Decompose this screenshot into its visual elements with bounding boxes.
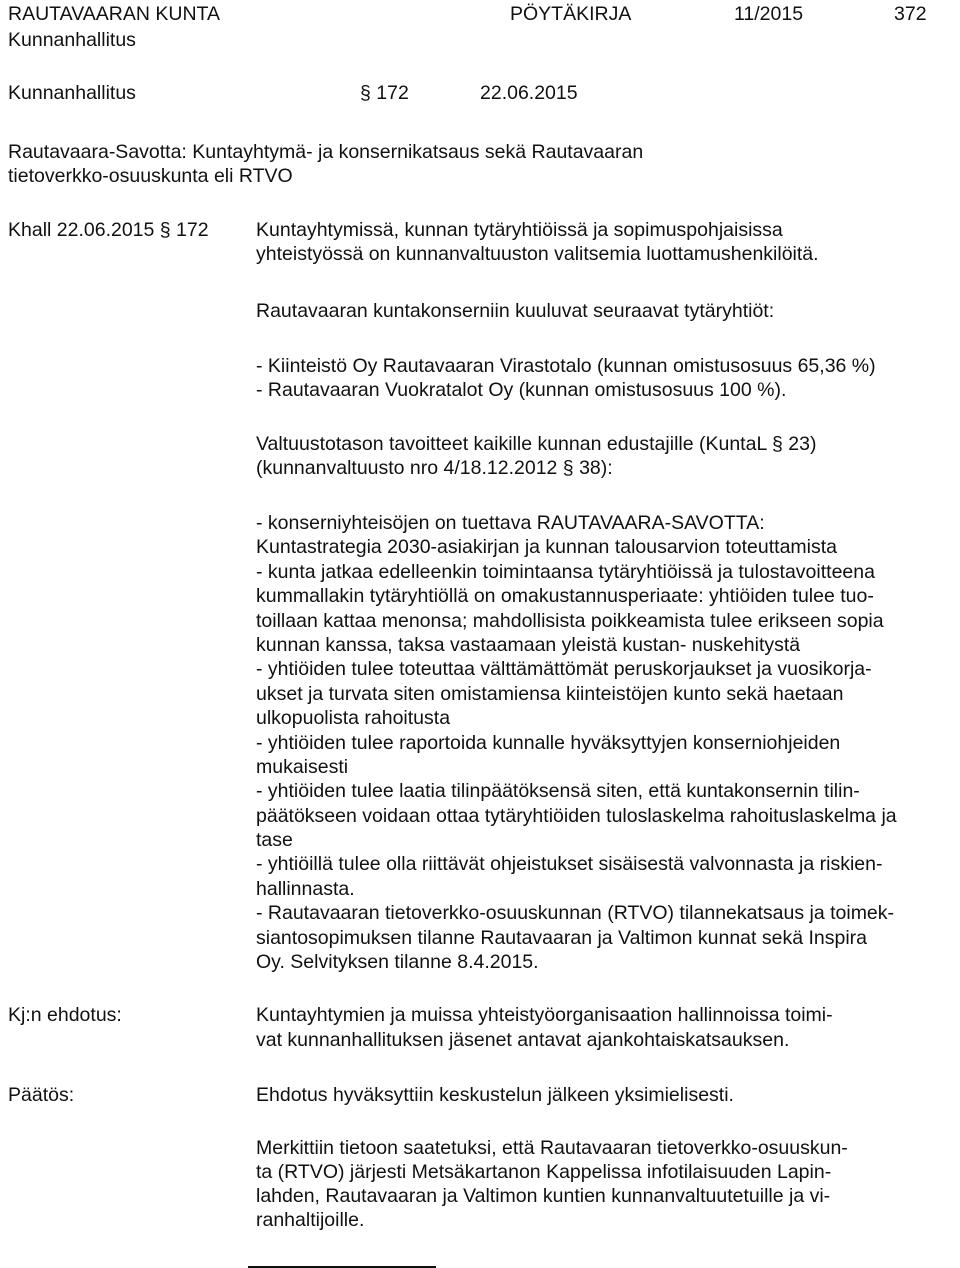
goals-body-line: - kunta jatkaa edelleenkin toimintaansa tytäryhtiöissä ja tulostavoitteena (256, 560, 875, 583)
proposal-line: Kuntayhtymien ja muissa yhteistyöorganisaation hallinnoissa toimi- (256, 1004, 833, 1026)
prior-label: Khall 22.06.2015 § 172 (8, 219, 209, 241)
subsidiary-item: - Kiinteistö Oy Rautavaaran Virastotalo (kunnan omistusosuus 65,36 %) (256, 355, 876, 377)
header-org: RAUTAVAARAN KUNTA (8, 3, 220, 25)
goals-body (256, 511, 960, 974)
decision-note-line: lahden, Rautavaaran ja Valtimon kuntien kunnanvaltuutetuille ja vi- (256, 1185, 831, 1207)
goals-heading-line: (kunnanvaltuusto nro 4/18.12.2012 § 38): (256, 457, 613, 479)
proposal-label: Kj:n ehdotus: (8, 1004, 122, 1026)
signature-rule (248, 1266, 436, 1268)
goals-body-line: - yhtiöiden tulee toteuttaa välttämättömät peruskorjaukset ja vuosikorja- (256, 658, 872, 681)
goals-body-line: hallinnasta. (256, 877, 355, 900)
decision-note (256, 1136, 960, 1232)
title-line: Rautavaara-Savotta: Kuntayhtymä- ja konsernikatsaus sekä Rautavaaran (8, 141, 644, 163)
goals-body-line: - yhtiöiden tulee raportoida kunnalle hyväksyttyjen konserniohjeiden (256, 731, 841, 754)
decision-note-line: ranhaltijoille. (256, 1209, 365, 1231)
subsidiary-item: - Rautavaaran Vuokratalot Oy (kunnan omistusosuus 100 %). (256, 379, 787, 401)
goals-body-line: kunnan kanssa, taksa vastaamaan yleistä kustan- nuskehitystä (256, 633, 801, 656)
header-body: Kunnanhallitus (8, 29, 136, 51)
section-body: Kunnanhallitus (8, 82, 136, 104)
goals-heading-line: Valtuustotason tavoitteet kaikille kunnan edustajille (KuntaL § 23) (256, 433, 817, 455)
prior-line: yhteistyössä on kunnanvaltuuston valitsemia luottamushenkilöitä. (256, 243, 819, 265)
decision-note-line: ta (RTVO) järjesti Metsäkartanon Kappelissa infotilaisuuden Lapin- (256, 1161, 832, 1183)
goals-body-line: ukset ja turvata siten omistamiensa kiinteistöjen kunto sekä haetaan (256, 682, 844, 705)
header-doc-type: PÖYTÄKIRJA (510, 3, 632, 25)
header-doc-number: 11/2015 (734, 3, 804, 25)
subsidiaries-intro: Rautavaaran kuntakonserniin kuuluvat seuraavat tytäryhtiöt: (256, 300, 775, 322)
goals-body-line: Kuntastrategia 2030-asiakirjan ja kunnan talousarvion toteuttamista (256, 536, 838, 559)
goals-body-line: - yhtiöillä tulee olla riittävät ohjeistukset sisäisestä valvonnasta ja riskien- (256, 853, 883, 876)
section-paragraph: § 172 (360, 82, 409, 104)
goals-body-line: kummallakin tytäryhtiöllä on omakustannusperiaate: yhtiöiden tulee tuo- (256, 585, 874, 608)
goals-body-line: tase (256, 829, 293, 852)
goals-body-line: Oy. Selvityksen tilanne 8.4.2015. (256, 951, 539, 974)
decision-note-line: Merkittiin tietoon saatetuksi, että Rautavaaran tietoverkko-osuuskun- (256, 1137, 848, 1159)
goals-body-line: toillaan kattaa menonsa; mahdollisista poikkeamista tulee erikseen sopia (256, 609, 884, 632)
prior-line: Kuntayhtymissä, kunnan tytäryhtiöissä ja sopimuspohjaisissa (256, 219, 783, 241)
goals-body-line: päätökseen voidaan ottaa tytäryhtiöiden tuloslaskelma rahoituslaskelma ja (256, 804, 897, 827)
goals-body-line: - yhtiöiden tulee laatia tilinpäätöksensä siten, että kuntakonsernin tilin- (256, 780, 860, 803)
goals-body-line: siantosopimuksen tilanne Rautavaaran ja Valtimon kunnat sekä Inspira (256, 926, 867, 949)
goals-body-line: mukaisesti (256, 755, 349, 778)
goals-body-line: - konserniyhteisöjen on tuettava RAUTAVAARA-SAVOTTA: (256, 512, 765, 534)
goals-body-line: - Rautavaaran tietoverkko-osuuskunnan (RTVO) tilannekatsaus ja toimek- (256, 902, 895, 925)
header-page-number: 372 (894, 3, 927, 25)
title-line: tietoverkko-osuuskunta eli RTVO (8, 165, 293, 187)
section-date: 22.06.2015 (480, 82, 578, 104)
goals-body-line: ulkopuolista rahoitusta (256, 707, 451, 730)
decision-label: Päätös: (8, 1084, 75, 1106)
proposal-line: vat kunnanhallituksen jäsenet antavat ajankohtaiskatsauksen. (256, 1029, 790, 1051)
decision-text: Ehdotus hyväksyttiin keskustelun jälkeen yksimielisesti. (256, 1084, 734, 1106)
